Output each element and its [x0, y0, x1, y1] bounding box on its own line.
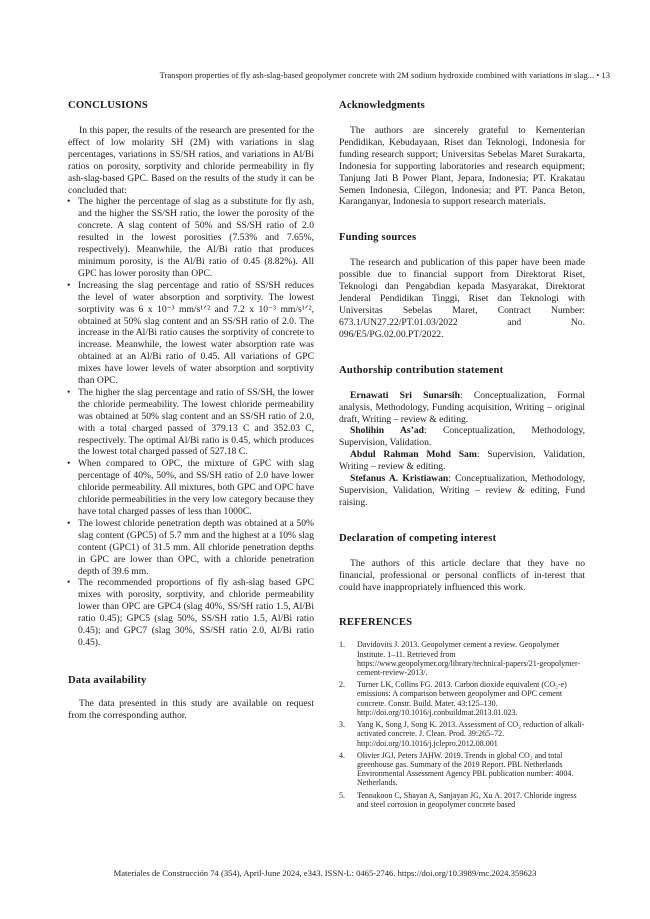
conclusion-bullet: • Increasing the slag percentage and ratio of SS/SH reduces the level of water absorption and sorptivity. The lowest sorptivity was 6 x 10⁻³ mm/s¹ᐟ² and 7.2 x 10⁻³ mm/s¹ᐟ², obtained at 50% slag content and an SS/SH ratio of 2.0. The increase in the Al/Bi ratio causes the sorptivity of concrete to increase. Meanwhile, the lowest water absorption rate was obtained at an Al/Bi ratio of 0.45. All variations of GPC mixes have lower levels of water absorption and sorptivity than OPC.	[67, 279, 314, 387]
conclusion-bullet: • The recommended proportions of fly ash-slag based GPC mixes with porosity, sorptivity, and chloride permeability lower than OPC are GPC4 (slag 40%, SS/SH ratio 1.5, Al/Bi ratio 0.45); GPC5 (slag 50%, SS/SH ratio 1.5, Al/Bi ratio 0.45); and GPC7 (slag 30%, SS/SH ratio 2.0, Al/Bi ratio 0.45).	[67, 577, 314, 648]
competing-interest-heading: Declaration of competing interest	[339, 532, 497, 544]
bullet-marker: •	[67, 458, 71, 470]
bullet-marker: •	[67, 517, 71, 529]
author-contribution: Abdul Rahman Mohd Sam: Supervision, Validation, Writing – review & editing.	[339, 449, 585, 473]
author-name: Abdul Rahman Mohd Sam	[350, 449, 477, 461]
authorship-list	[339, 390, 585, 509]
conclusion-bullet: • When compared to OPC, the mixture of GPC with slag percentage of 40%, 50%, and SS/SH ratio of 2.0 have lower chloride permeability. All mixtures, both GPC and OPC have chloride permeabilities in the very low category because they have total charged passes of less than 1000C.	[67, 458, 314, 517]
bullet-marker: •	[67, 386, 71, 398]
conclusion-bullet: • The higher the percentage of slag as a substitute for fly ash, and the higher the SS/SH ratio, the lower the porosity of the concrete. A slag content of 50% and SS/SH ratio of 2.0 resulted in the lowest porosities (7.53% and 7.65%, respectively). Meanwhile, the Al/Bi ratio that produces minimum porosity, is the Al/Bi ratio of 0.45 (8.82%). All GPC has lower porosity than OPC.	[67, 196, 314, 279]
reference-number: 2.	[339, 680, 345, 690]
left-column	[68, 100, 314, 722]
reference-item: 5. Tennakoon C, Shayan A, Sanjayan JG, Xu A. 2017. Chloride ingress and steel corrosion in geopolymer concrete based	[339, 790, 577, 809]
conclusions-bullet-list	[68, 196, 314, 648]
competing-interest-text: The authors of this article declare that they have no financial, professional or personal conflicts of in-terest that could have inappropriately influenced this work.	[339, 557, 585, 593]
reference-number: 4.	[339, 750, 345, 760]
reference-list	[339, 640, 585, 808]
reference-number: 5.	[339, 790, 345, 800]
author-contribution: Ernawati Sri Sunarsih: Conceptualization, Formal analysis, Methodology, Funding acquisition, Writing – original draft, Writing – review & editing.	[339, 389, 586, 425]
author-name: Stefanus A. Kristiawan	[350, 473, 449, 485]
acknowledgments-text: The authors are sincerely grateful to Kementerian Pendidikan, Kebudayaan, Riset dan Teknologi, Indonesia for funding research support; Universitas Sebelas Maret Surakarta, Indonesia for supporting laboratories and research equipment; Tanjung Jati B Power Plant, Jepara, Indonesia; PT. Krakatau Semen Indonesia, Cilegon, Indonesia; and PT. Panca Beton, Karanganyar, Indonesia to support research materials.	[339, 125, 585, 208]
conclusions-intro: In this paper, the results of the research are presented for the effect of low molarity SH (2M) with variations in slag percentages, variations in SS/SH ratios, and variations in Al/Bi ratios on porosity, sorptivity and chloride permeability in fly ash-slag-based GPC. Based on the results of the study it can be concluded that:	[68, 125, 314, 196]
authorship-heading: Authorship contribution statement	[339, 364, 504, 376]
data-availability-text: The data presented in this study are available on request from the corresponding author.	[68, 697, 314, 721]
author-contribution: Stefanus A. Kristiawan: Conceptualization, Methodology, Supervision, Validation, Writing – review & editing, Fund raising.	[339, 473, 585, 508]
reference-item: 1. Davidovits J. 2013. Geopolymer cement a review. Geopolymer Institute. 1–11. Retrieved from https://www.geopolymer.org/library/technical-papers/21-geopolymer-cement-review-2013/.	[339, 640, 581, 678]
page-footer: Materiales de Construcción 74 (354), April-June 2024, e343. ISSN-L: 0465-2746. https://doi.org/10.3989/mc.2024.359623	[113, 868, 537, 878]
acknowledgments-heading: Acknowledgments	[339, 100, 425, 111]
conclusion-bullet: • The higher the slag percentage and ratio of SS/SH, the lower the chloride permeability. The lowest chloride permeability was obtained at 50% slag content and an SS/SH ratio of 2.0, with a total charged passed of 379.13 C and 352.03 C, respectively. The optimal Al/Bi ratio is 0.45, which produces the lowest total charged passed of 527.18 C.	[67, 386, 314, 458]
reference-item: 2. Turner LK, Collins FG. 2013. Carbon dioxide equivalent (CO₂-e) emissions: A comparison between geopolymer and OPC cement concrete. Constr. Build. Mater. 43:125–130. http://doi.org/10.1016/j.conbuildmat.2013.01.023.	[339, 680, 567, 717]
data-availability-heading: Data availability	[68, 674, 147, 686]
bullet-marker: •	[67, 196, 71, 208]
conclusions-heading: CONCLUSIONS	[68, 100, 148, 111]
running-head: Transport properties of fly ash-slag-based geopolymer concrete with 2M sodium hydroxide combined with variations in slag... • 13	[159, 70, 610, 80]
reference-item: 4. Olivier JGJ, Peters JAHW. 2019. Trends in global CO₂ and total greenhouse gas. Summary of the 2019 Report. PBL Netherlands Environmental Assessment Agency PBL publication number: 4004. Netherlands.	[339, 750, 574, 788]
conclusion-bullet: • The lowest chloride penetration depth was obtained at a 50% slag content (GPC5) of 5.7 mm and the highest at a 10% slag content (GPC1) of 31.5 mm. All chloride penetration depths in GPC are lower than OPC, with a chloride penetration depth of 39.6 mm.	[67, 517, 314, 577]
author-name: Sholihin As’ad	[350, 425, 424, 437]
right-column	[339, 100, 585, 812]
author-contribution: Sholihin As’ad: Conceptualization, Methodology, Supervision, Validation.	[339, 425, 585, 449]
references-heading: REFERENCES	[339, 617, 413, 629]
bullet-marker: •	[67, 279, 71, 291]
reference-item: 3. Yang K, Song J, Song K. 2013. Assessment of CO₂ reduction of alkali-activated concrete. J. Clean. Prod. 39:265–72. http://doi.org/10.1016/j.jclepro.2012.08.001	[339, 720, 585, 748]
reference-number: 3.	[339, 720, 345, 730]
funding-text: The research and publication of this paper have been made possible due to financial support from Direktorat Riset, Teknologi dan Pengabdian kepada Masyarakat, Direktorat Jenderal Pendidikan Tinggi, Riset dan Teknologi with Universitas Sebelas Maret, Contract Number: 673.1/UN27.22/PT.01.03/2022 and No. 096/E5/PG.02.00.PT/2022.	[339, 257, 585, 340]
funding-heading: Funding sources	[339, 232, 417, 244]
author-name: Ernawati Sri Sunarsih	[350, 389, 460, 401]
reference-number: 1.	[339, 640, 345, 650]
bullet-marker: •	[67, 577, 71, 589]
